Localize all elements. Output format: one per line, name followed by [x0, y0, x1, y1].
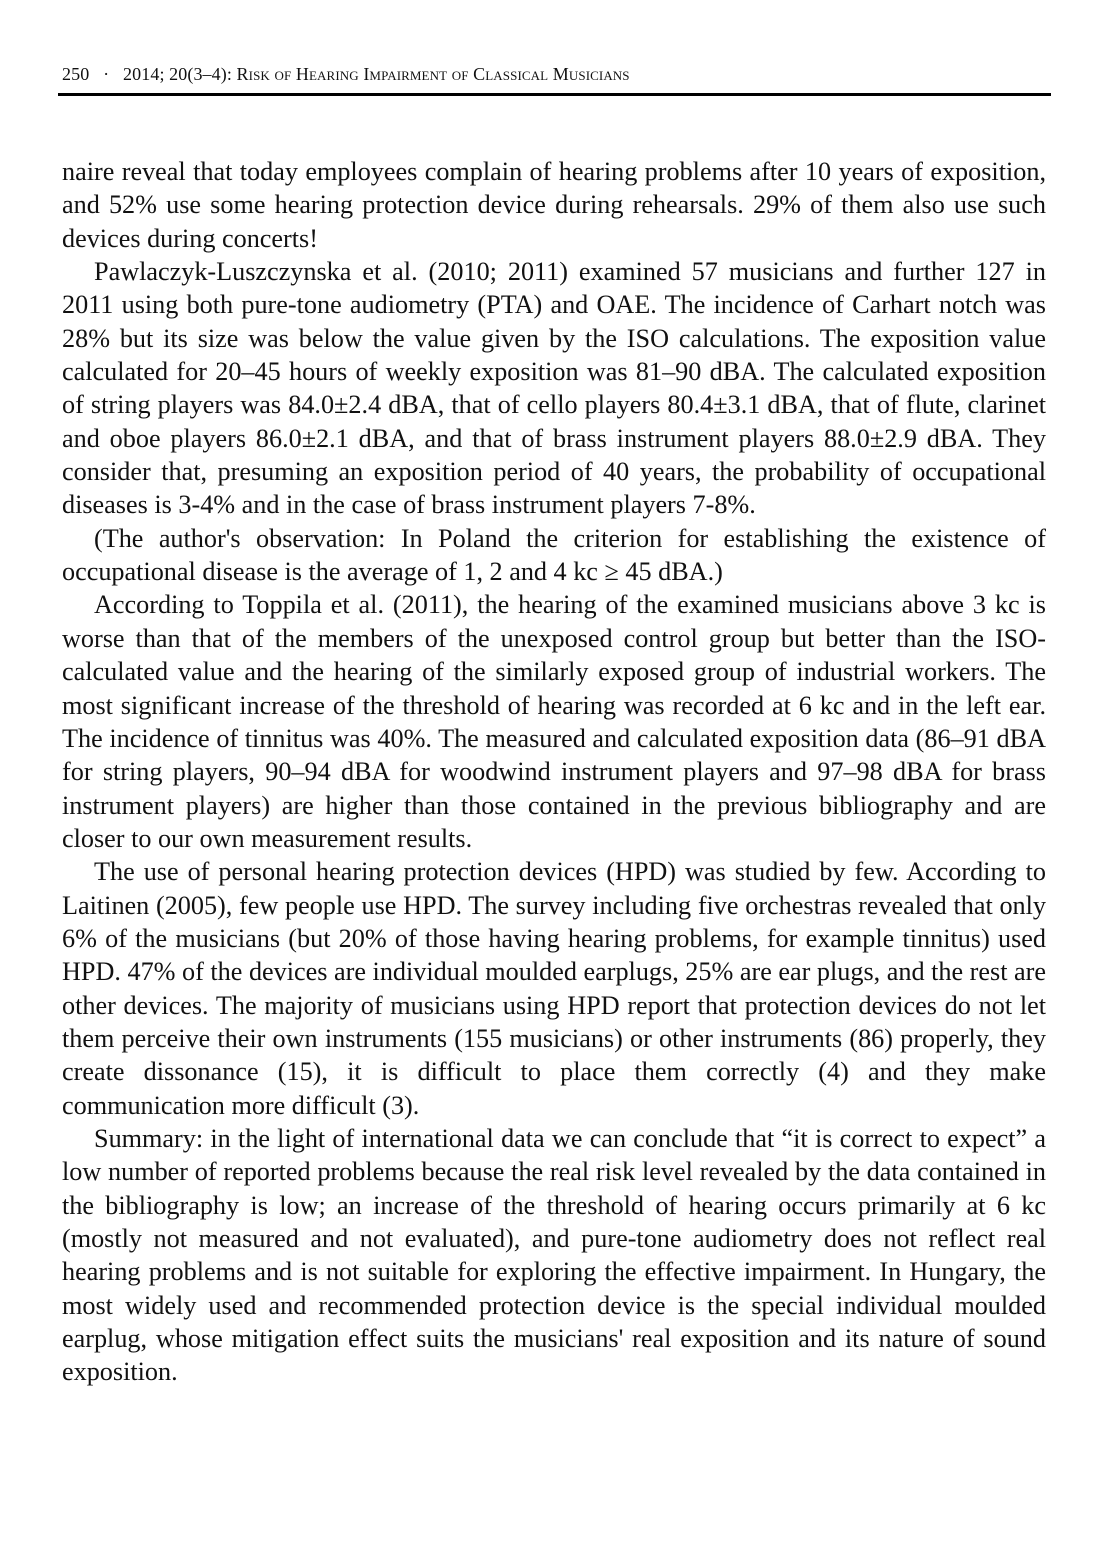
running-header	[62, 62, 1050, 86]
paragraph-continuation: naire reveal that today employees complain of hearing problems after 10 years of exposition, and 52% use some hearing protection device during rehearsals. 29% of them also use such devices during concerts!	[62, 157, 1046, 253]
paragraph-pawlaczyk: Pawlaczyk-Luszczynska et al. (2010; 2011) examined 57 musicians and further 127 in 2011 using both pure-tone audiometry (PTA) and OAE. The incidence of Carhart notch was 28% but its size was below the value given by the ISO calculations. The exposition value calculated for 20–45 hours of weekly exposition was 81–90 dBA. The calculated exposition of string players was 84.0±2.4 dBA, that of cello players 80.4±3.1 dBA, that of flute, clarinet and oboe players 86.0±2.1 dBA, and that of brass instrument players 88.0±2.9 dBA. They consider that, presuming an exposition period of 40 years, the probability of occupational diseases is 3-4% and in the case of brass instrument players 7-8%.	[62, 257, 1046, 520]
paragraph-toppila: According to Toppila et al. (2011), the hearing of the examined musicians above 3 kc is worse than that of the members of the unexposed control group but better than the ISO-calculated value and the hearing of the similarly exposed group of industrial workers. The most significant increase of the threshold of hearing was recorded at 6 kc and in the left ear. The incidence of tinnitus was 40%. The measured and calculated exposition data (86–91 dBA for string players, 90–94 dBA for woodwind instrument players and 97–98 dBA for brass instrument players) are higher than those contained in the previous bibliography and are closer to our own measurement results.	[62, 590, 1046, 853]
running-title: Risk of Hearing Impairment of Classical Musicians	[236, 64, 630, 84]
header-rule	[58, 93, 1051, 96]
issue-info: 2014; 20(3–4):	[123, 64, 232, 84]
page-number: 250	[62, 64, 90, 84]
paragraph-summary: Summary: in the light of international data we can conclude that “it is correct to expect” a low number of reported problems because the real risk level revealed by the data contained in the bibliography is low; an increase of the threshold of hearing occurs primarily at 6 kc (mostly not measured and not evaluated), and pure-tone audiometry does not reflect real hearing problems and is not suitable for exploring the effective impairment. In Hungary, the most widely used and recommended protection device is the special individual moulded earplug, whose mitigation effect suits the musicians' real exposition and its nature of sound exposition.	[62, 1123, 1046, 1387]
article-body	[62, 155, 1046, 1389]
paragraph-author-observation: (The author's observation: In Poland the criterion for establishing the existence of occupational disease is the average of 1, 2 and 4 kc ≥ 45 dBA.)	[62, 523, 1046, 587]
header-separator: ·	[103, 64, 110, 84]
paragraph-hpd-use: The use of personal hearing protection devices (HPD) was studied by few. According to Laitinen (2005), few people use HPD. The survey including five orchestras revealed that only 6% of the musicians (but 20% of those having hearing problems, for example tinnitus) used HPD. 47% of the devices are individual moulded earplugs, 25% are ear plugs, and the rest are other devices. The majority of musicians using HPD report that protection devices do not let them perceive their own instruments (155 musicians) or other instruments (86) properly, they create dissonance (15), it is difficult to place them correctly (4) and they make communication more difficult (3).	[62, 857, 1046, 1120]
